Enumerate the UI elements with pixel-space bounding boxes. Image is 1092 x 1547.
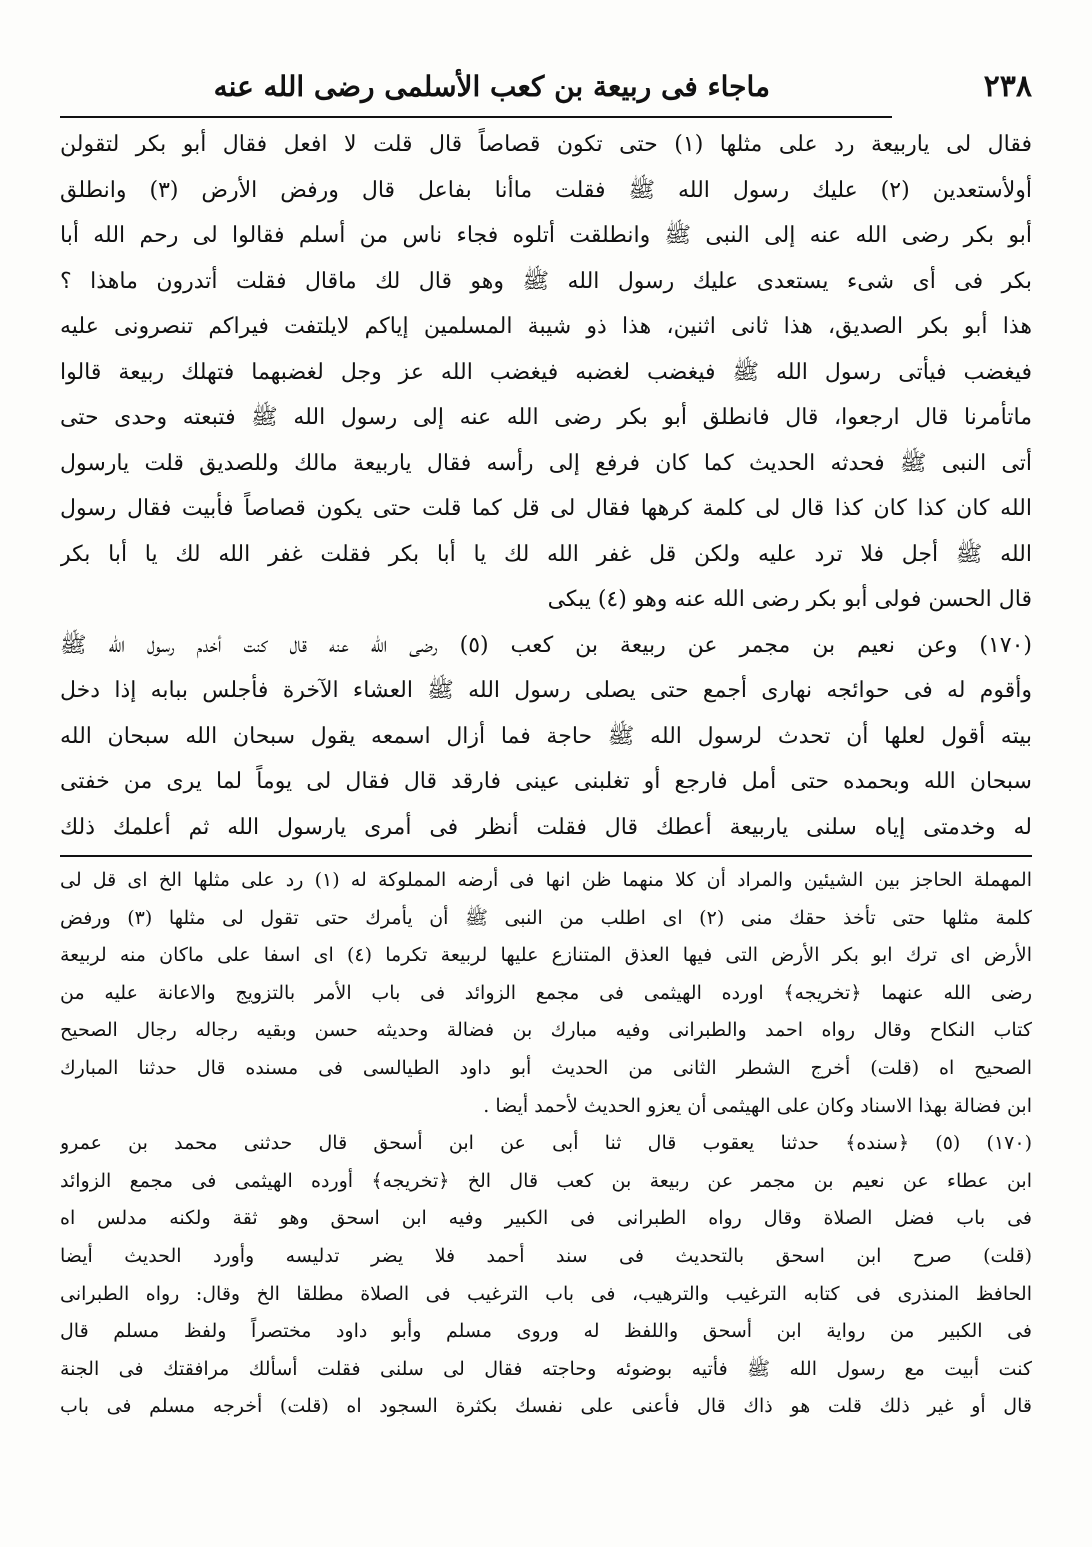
footnotes <box>60 862 1032 1502</box>
footnote-line: كنت أبيت مع رسول الله ﷺ فأتيه بوضوئه وحاجته فقال لى سلنى فقلت أسألك مرافقتك فى الجنة <box>60 1357 1032 1380</box>
main-line: بكر فى أى شىء يستعدى عليك رسول الله ﷺ وهو قال لك ماقال فقلت أتدرون ماهذا ؟ <box>60 268 1032 294</box>
footnote-line: الأرض اى ترك ابو بكر الأرض التى فيها العذق المتنازع عليها لربيعة تكرما (٤) اى اسفا على ماكان منه لربيعة <box>60 944 1032 967</box>
footnote-line: الصحيح اه (قلت) أخرج الشطر الثانى من الحديث أبو داود الطيالسى فى مسنده قال حدثنا المبارك <box>60 1056 1032 1079</box>
footnote-line: ابن فضالة بهذا الاسناد وكان على الهيثمى أن يعزو الحديث لأحمد أيضا . <box>483 1094 1032 1117</box>
footnote-line: (١٧٠) (٥) ﴿سنده﴾ حدثنا يعقوب قال ثنا أبى عن ابن أسحق قال حدثنى محمد بن عمرو <box>60 1132 1032 1155</box>
main-line: أتى النبى ﷺ فحدثه الحديث كما كان فرفع إلى رأسه فقال ياربيعة مالك وللصديق قلت يارسول <box>60 450 1032 476</box>
main-line: ماتأمرنا قال ارجعوا، قال فانطلق أبو بكر رضى الله عنه إلى رسول الله ﷺ فتبعته وحدى حتى <box>60 405 1032 430</box>
main-line: وأقوم له فى حوائجه نهارى أجمع حتى يصلى رسول الله ﷺ العشاء الآخرة فأجلس ببابه إذا دخل <box>60 678 1032 703</box>
main-line: الله كان كذا كان كذا قال لى كلمة كرهها فقال لى قل كما قلت حتى يكون قصاصاً فأبيت فقال رسول <box>60 496 1032 521</box>
footnote-line: كلمة مثلها حتى تأخذ حقك منى (٢) اى اطلب من النبى ﷺ أن يأمرك حتى تقول لى مثلها (٣) ورفض <box>60 906 1032 929</box>
main-line: قال الحسن فولى أبو بكر رضى الله عنه وهو (٤) يبكى <box>547 587 1032 612</box>
footnote-line: المهملة الحاجز بين الشيئين والمراد أن كلا منهما ظن انها فى أرضه المملوكة له (١) رد على مثلها الخ اى قل لى <box>60 869 1032 891</box>
main-line: سبحان الله وبحمده حتى أمل فارجع أو تغلبنى عينى فارقد قال فقال لى يوماً لما يرى من خفتى <box>60 769 1032 794</box>
footnote-line: الحافظ المنذرى فى كتابه الترغيب والترهيب، فى باب الترغيب فى الصلاة مطلقا الخ وقال: رواه الطبرانى <box>60 1282 1032 1305</box>
footnote-line: فى الكبير من رواية ابن أسحق واللفظ له وروى مسلم وأبو داود مختصراً ولفظ مسلم قال <box>60 1320 1032 1343</box>
main-line: فقال لى ياربيعة رد على مثلها (١) حتى تكون قصاصاً قال قلت لا افعل فقال أبو بكر لتقولن <box>60 132 1032 157</box>
main-text <box>60 122 1032 850</box>
footnote-line: رضى الله عنهما ﴿تخريجه﴾ اورده الهيثمى فى مجمع الزوائد فى باب الأمر بالتزويج والاعانة عليه من <box>60 981 1032 1004</box>
footnote-divider <box>60 855 1032 857</box>
main-line: بيته أقول لعلها أن تحدث لرسول الله ﷺ حاجة فما أزال اسمعه يقول سبحان الله سبحان الله <box>60 723 1032 749</box>
footnote-line: قال أو غير ذلك قلت هو ذاك قال فأعنى على نفسك بكثرة السجود اه (قلت) أخرجه مسلم فى باب <box>60 1395 1032 1418</box>
footnote-line: (قلت) صرح ابن اسحق بالتحديث فى سند أحمد فلا يضر تدليسه وأورد الحديث أيضا <box>60 1244 1032 1267</box>
main-line: فيغضب فيأتى رسول الله ﷺ فيغضب لغضبه فيغضب الله عز وجل لغضبهما فتهلك ربيعة قالوا <box>60 359 1032 385</box>
main-line: (١٧٠) وعن نعيم بن مجمر عن ربيعة بن كعب (٥) رضى الله عنه قال كنت أخدم رسول الله ﷺ <box>60 632 1032 658</box>
running-title: ماجاء فى ربيعة بن كعب الأسلمى رضى الله عنه <box>213 69 771 103</box>
main-line: هذا أبو بكر الصديق، هذا ثانى اثنين، هذا ذو شيبة المسلمين إياكم لايلتفت فيراكم تنصرونى عليه <box>60 314 1032 339</box>
main-line: أبو بكر رضى الله عنه إلى النبى ﷺ وانطلقت أتلوه فجاء ناس من أسلم فقالوا لى رحم الله أبا <box>60 223 1032 248</box>
footnote-line: ابن عطاء عن نعيم بن مجمر عن ربيعة بن كعب قال الخ ﴿تخريجه﴾ أورده الهيثمى فى مجمع الزوائد <box>60 1169 1032 1192</box>
footnote-line: فى باب فضل الصلاة وقال رواه الطبرانى فى الكبير وفيه ابن اسحق وهو ثقة ولكنه مدلس اه <box>60 1207 1032 1230</box>
main-line: له وخدمتى إياه سلنى ياربيعة أعطك قال فقلت أنظر فى أمرى يارسول الله ثم أعلمك ذلك <box>60 814 1032 840</box>
page-header <box>60 56 1032 118</box>
main-line: الله ﷺ أجل فلا ترد عليه ولكن قل غفر الله لك يا أبا بكر فقلت غفر الله لك يا أبا بكر <box>60 541 1032 567</box>
main-line: أولأستعدين (٢) عليك رسول الله ﷺ فقلت ماأنا بفاعل قال ورفض الأرض (٣) وانطلق <box>60 177 1032 203</box>
page-number: ٢٣٨ <box>983 68 1032 104</box>
footnote-line: كتاب النكاح وقال رواه احمد والطبرانى وفيه مبارك بن فضالة وحديثه حسن وبقيه رجاله رجال الصحيح <box>60 1019 1032 1042</box>
